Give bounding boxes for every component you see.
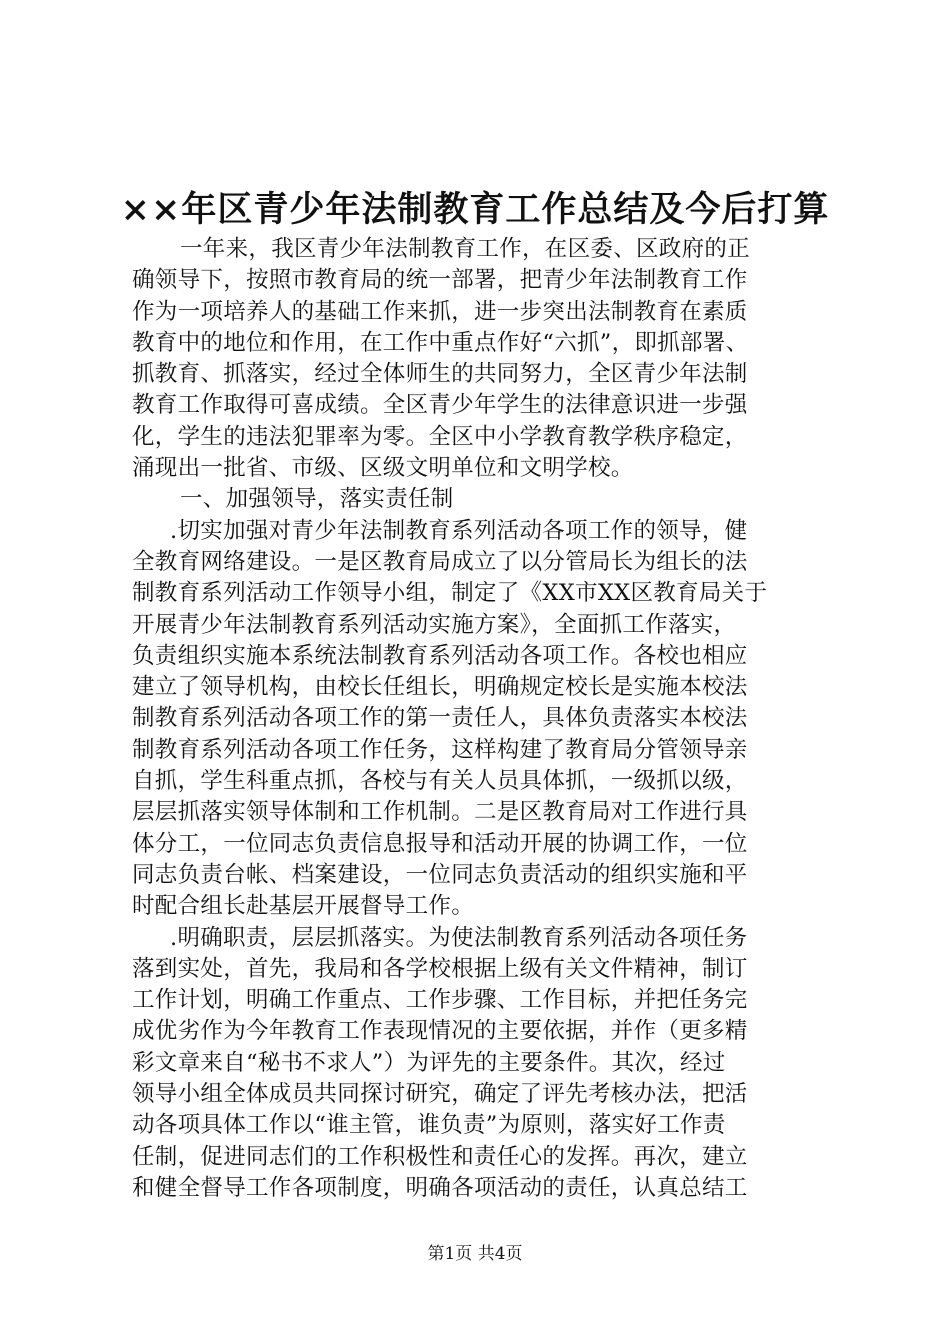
text-line: 领导小组全体成员共同探讨研究，确定了评先考核办法，把活 — [132, 1081, 748, 1108]
text-line: 制教育系列活动各项工作的第一责任人，具体负责落实本校法 — [132, 705, 748, 732]
paragraph — [132, 516, 832, 923]
text-line: 制教育系列活动各项工作任务，这样构建了教育局分管领导亲 — [132, 736, 748, 763]
text-line: 动各项具体工作以“谁主管，谁负责”为原则，落实好工作责 — [132, 1112, 726, 1139]
page-footer: 第1页 共4页 — [427, 1244, 523, 1264]
text-line: 教育中的地位和作用，在工作中重点作好“六抓”，即抓部署、 — [132, 329, 749, 356]
text-line: 开展青少年法制教育系列活动实施方案》，全面抓工作落实， — [132, 611, 737, 638]
document-title: ××年区青少年法制教育工作总结及今后打算 — [120, 189, 830, 230]
text-line: 任制，促进同志们的工作积极性和责任心的发挥。再次，建立 — [132, 1143, 748, 1170]
text-line: 建立了领导机构，由校长任组长，明确规定校长是实施本校法 — [132, 674, 748, 701]
text-line: 一、加强领导，落实责任制 — [180, 486, 454, 513]
text-line: 工作计划，明确工作重点、工作步骤、工作目标，并把任务完 — [132, 987, 748, 1014]
text-line: 体分工，一位同志负责信息报导和活动开展的协调工作，一位 — [132, 830, 748, 857]
paragraph — [132, 484, 832, 515]
text-line: 负责组织实施本系统法制教育系列活动各项工作。各校也相应 — [132, 642, 748, 669]
text-line: 成优劣作为今年教育工作表现情况的主要依据，并作（更多精 — [132, 1018, 748, 1045]
text-line: 作为一项培养人的基础工作来抓，进一步突出法制教育在素质 — [132, 298, 748, 325]
text-line: 层层抓落实领导体制和工作机制。二是区教育局对工作进行具 — [132, 799, 748, 826]
text-line: .明确职责，层层抓落实。为使法制教育系列活动各项任务 — [170, 924, 748, 951]
text-line: 制教育系列活动工作领导小组，制定了《XX市XX区教育局关于 — [132, 580, 768, 607]
text-line: 同志负责台帐、档案建设，一位同志负责活动的组织实施和平 — [132, 861, 748, 888]
paragraph — [132, 923, 832, 1205]
text-line: 彩文章来自“秘书不求人”）为评先的主要条件。其次，经过 — [132, 1049, 726, 1076]
text-line: 自抓，学生科重点抓，各校与有关人员具体抓，一级抓以级， — [132, 768, 748, 795]
text-line: 抓教育、抓落实，经过全体师生的共同努力，全区青少年法制 — [132, 361, 748, 388]
paragraph — [132, 234, 832, 484]
text-line: .切实加强对青少年法制教育系列活动各项工作的领导，健 — [170, 517, 748, 544]
text-line: 化，学生的违法犯罪率为零。全区中小学教育教学秩序稳定， — [132, 423, 748, 450]
text-line: 教育工作取得可喜成绩。全区青少年学生的法律意识进一步强 — [132, 392, 748, 419]
text-line: 确领导下，按照市教育局的统一部署，把青少年法制教育工作 — [132, 267, 748, 294]
text-line: 一年来，我区青少年法制教育工作，在区委、区政府的正 — [180, 236, 751, 262]
text-line: 涌现出一批省、市级、区级文明单位和文明学校。 — [132, 455, 634, 482]
text-line: 和健全督导工作各项制度，明确各项活动的责任，认真总结工 — [132, 1174, 748, 1201]
text-line: 时配合组长赴基层开展督导工作。 — [132, 893, 475, 920]
document-body — [132, 234, 832, 1204]
text-line: 落到实处，首先，我局和各学校根据上级有关文件精神，制订 — [132, 955, 748, 982]
text-line: 全教育网络建设。一是区教育局成立了以分管局长为组长的法 — [132, 548, 748, 575]
